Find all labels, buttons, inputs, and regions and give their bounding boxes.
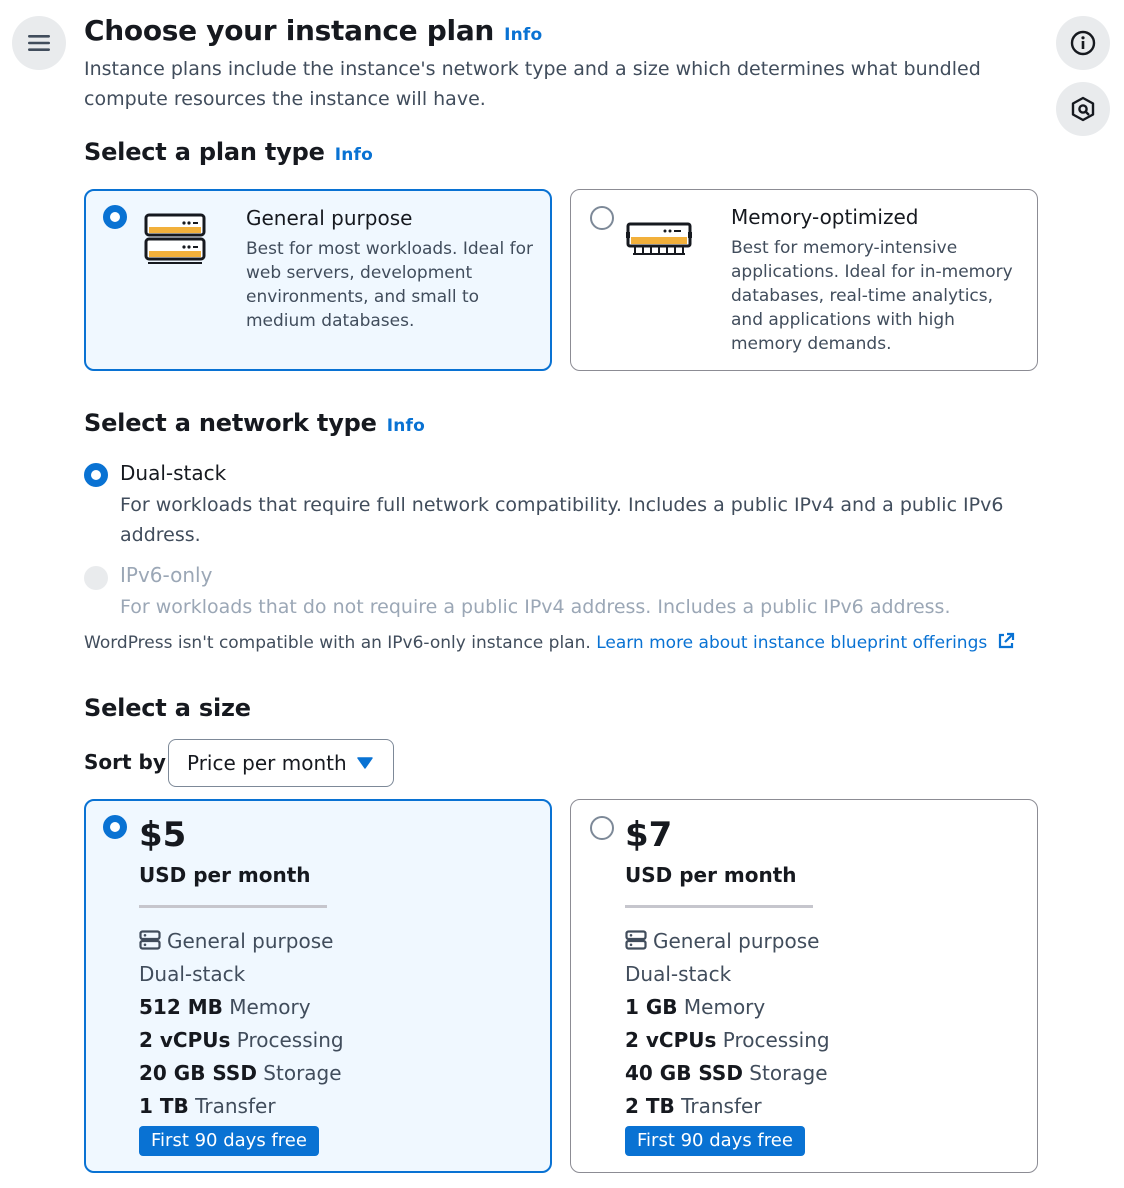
plan-title: General purpose bbox=[246, 206, 413, 230]
spec-transfer bbox=[139, 1094, 276, 1118]
spec-memory-value: 1 GB bbox=[625, 995, 678, 1019]
compatibility-note-text: WordPress isn't compatible with an IPv6-only instance plan. bbox=[84, 633, 591, 653]
server-icon bbox=[144, 213, 206, 265]
spec-memory bbox=[139, 995, 311, 1019]
spec-cpu-value: 2 vCPUs bbox=[625, 1028, 717, 1052]
spec-plan-text: General purpose bbox=[653, 929, 820, 953]
plan-card-memory-optimized[interactable] bbox=[570, 189, 1038, 371]
caret-down-icon bbox=[357, 757, 373, 769]
title-info-link[interactable]: Info bbox=[504, 25, 543, 45]
info-circle-icon bbox=[1070, 30, 1096, 56]
sort-by-label: Sort by bbox=[84, 750, 166, 774]
network-label-ipv6-only: IPv6-only bbox=[120, 563, 213, 587]
spec-cpu-label: Processing bbox=[722, 1028, 830, 1052]
spec-network: Dual-stack bbox=[139, 962, 246, 986]
free-tier-badge: First 90 days free bbox=[139, 1126, 319, 1156]
compatibility-note bbox=[84, 632, 1015, 653]
spec-storage bbox=[139, 1061, 342, 1085]
spec-storage-value: 20 GB SSD bbox=[139, 1061, 257, 1085]
price-period: USD per month bbox=[625, 863, 797, 887]
spec-storage-label: Storage bbox=[749, 1061, 828, 1085]
price-value: $7 bbox=[625, 815, 673, 855]
price-value: $5 bbox=[139, 815, 187, 855]
page-title bbox=[84, 14, 542, 47]
network-description-dual-stack: For workloads that require full network compatibility. Includes a public IPv4 and a public IPv6 address. bbox=[120, 494, 1004, 546]
spec-memory-label: Memory bbox=[229, 995, 311, 1019]
spec-transfer-label: Transfer bbox=[681, 1094, 762, 1118]
page-title-text: Choose your instance plan bbox=[84, 14, 495, 47]
spec-plan bbox=[625, 929, 819, 953]
size-card-5[interactable] bbox=[84, 799, 552, 1173]
size-radio-7[interactable] bbox=[590, 816, 614, 840]
size-card-7[interactable] bbox=[570, 799, 1038, 1173]
spec-memory-value: 512 MB bbox=[139, 995, 223, 1019]
hamburger-icon bbox=[28, 34, 50, 52]
free-tier-badge: First 90 days free bbox=[625, 1126, 805, 1156]
server-small-icon bbox=[139, 930, 161, 950]
spec-network: Dual-stack bbox=[625, 962, 732, 986]
plan-description: Best for memory-intensive applications. Ideal for in-memory databases, real-time analytics, and applications with high memory demands. bbox=[731, 238, 1013, 354]
plan-card-general-purpose[interactable] bbox=[84, 189, 552, 371]
sort-select[interactable] bbox=[168, 739, 394, 787]
assistant-button[interactable] bbox=[1056, 82, 1110, 136]
sort-select-value: Price per month bbox=[187, 751, 347, 775]
blueprint-offerings-link-text: Learn more about instance blueprint offerings bbox=[596, 633, 988, 653]
external-link-icon bbox=[997, 632, 1015, 650]
network-description-ipv6-only: For workloads that do not require a public IPv4 address. Includes a public IPv6 address. bbox=[120, 596, 951, 618]
spec-cpu-label: Processing bbox=[236, 1028, 344, 1052]
spec-plan-text: General purpose bbox=[167, 929, 334, 953]
spec-storage-label: Storage bbox=[263, 1061, 342, 1085]
spec-storage-value: 40 GB SSD bbox=[625, 1061, 743, 1085]
plan-type-info-link[interactable]: Info bbox=[334, 145, 374, 165]
spec-plan bbox=[139, 929, 333, 953]
blueprint-offerings-link[interactable] bbox=[596, 633, 1014, 653]
network-type-info-link[interactable]: Info bbox=[386, 416, 426, 436]
network-radio-dual-stack[interactable] bbox=[84, 463, 108, 487]
spec-memory-label: Memory bbox=[683, 995, 766, 1019]
page-description: Instance plans include the instance's network type and a size which determines what bundled compute resources the instance will have. bbox=[84, 58, 981, 110]
spec-cpu-value: 2 vCPUs bbox=[139, 1028, 231, 1052]
network-label-dual-stack[interactable]: Dual-stack bbox=[120, 461, 227, 485]
spec-transfer bbox=[625, 1094, 762, 1118]
spec-transfer-label: Transfer bbox=[195, 1094, 276, 1118]
network-type-heading bbox=[84, 409, 425, 437]
price-period: USD per month bbox=[139, 863, 311, 887]
spec-cpu bbox=[625, 1028, 830, 1052]
menu-button[interactable] bbox=[12, 16, 66, 70]
size-heading: Select a size bbox=[84, 694, 251, 722]
spec-cpu bbox=[139, 1028, 344, 1052]
divider bbox=[139, 905, 327, 908]
server-small-icon bbox=[625, 930, 647, 950]
plan-type-heading bbox=[84, 138, 373, 166]
spec-memory bbox=[625, 995, 765, 1019]
network-radio-ipv6-only bbox=[84, 566, 108, 590]
plan-radio-memory-optimized[interactable] bbox=[590, 206, 614, 230]
size-radio-5[interactable] bbox=[103, 815, 127, 839]
info-panel-button[interactable] bbox=[1056, 16, 1110, 70]
spec-storage bbox=[625, 1061, 828, 1085]
divider bbox=[625, 905, 813, 908]
plan-description: Best for most workloads. Ideal for web servers, development environments, and small to medium databases. bbox=[246, 239, 534, 331]
plan-radio-general-purpose[interactable] bbox=[103, 205, 127, 229]
spec-transfer-value: 1 TB bbox=[139, 1094, 189, 1118]
plan-title: Memory-optimized bbox=[731, 205, 919, 229]
plan-type-heading-text: Select a plan type bbox=[84, 138, 325, 166]
spec-transfer-value: 2 TB bbox=[625, 1094, 675, 1118]
memory-chip-icon bbox=[625, 220, 695, 260]
network-type-heading-text: Select a network type bbox=[84, 409, 377, 437]
hexagon-assistant-icon bbox=[1070, 96, 1096, 122]
